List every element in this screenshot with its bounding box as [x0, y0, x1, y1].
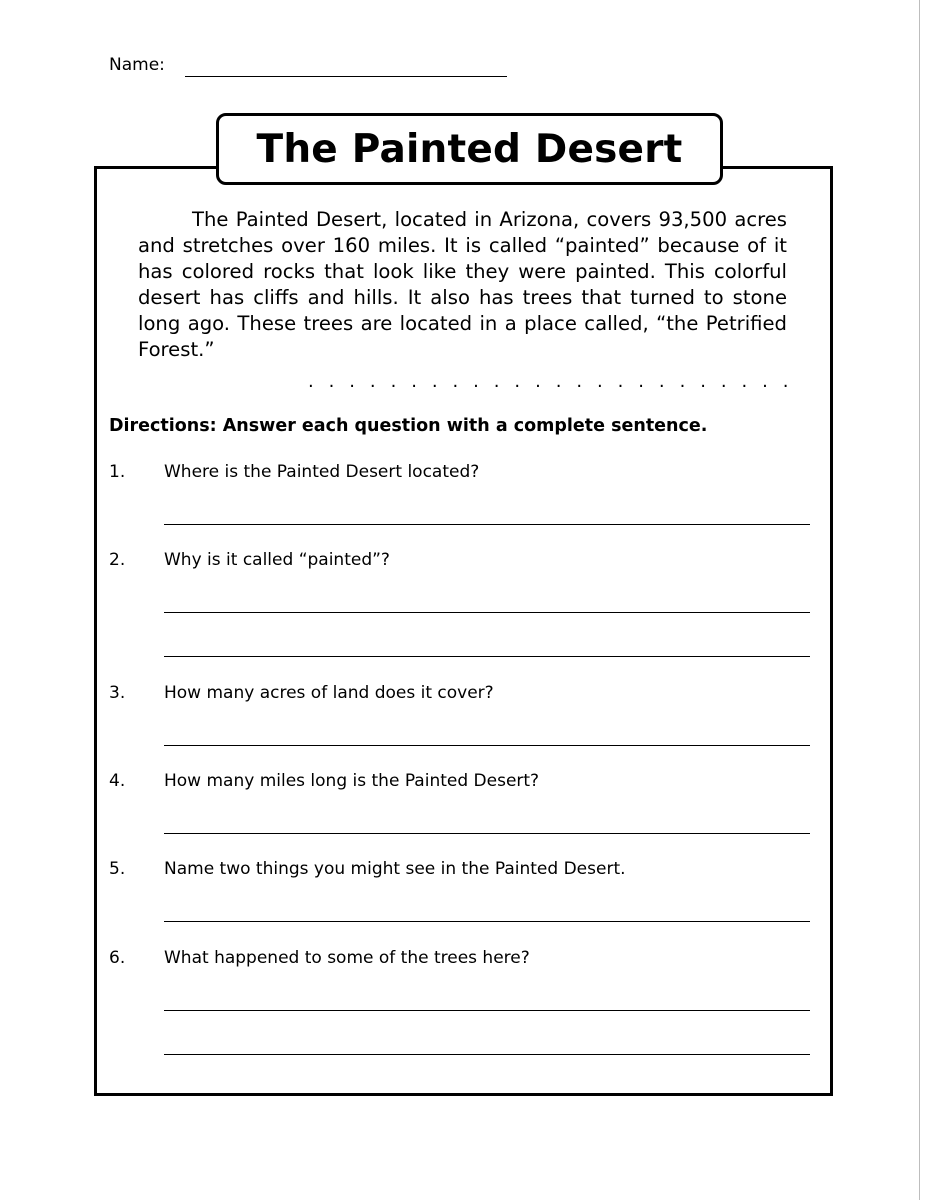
question-number: 2.: [109, 550, 126, 570]
page-edge-line: [919, 0, 920, 1200]
answer-line[interactable]: [164, 1054, 810, 1055]
question-number: 6.: [109, 948, 126, 968]
answer-line[interactable]: [164, 524, 810, 525]
reading-passage: The Painted Desert, located in Arizona, covers 93,500 acres and stretches over 160 miles. It is called “painted” because of it has colored rocks that look like they were painted. This colorful desert has cliffs and hills. It also has trees that turned to stone long ago. These trees are located in a place called, “the Petrified Forest.”: [138, 208, 787, 361]
directions-text: Directions: Answer each question with a complete sentence.: [109, 416, 708, 436]
question-text: Name two things you might see in the Painted Desert.: [164, 859, 626, 879]
name-label: Name:: [109, 55, 165, 75]
question-number: 4.: [109, 771, 126, 791]
dotted-separator: . . . . . . . . . . . . . . . . . . . . . . . .: [308, 371, 794, 392]
question-text: Where is the Painted Desert located?: [164, 462, 480, 482]
question-text: How many miles long is the Painted Desert?: [164, 771, 540, 791]
question-text: Why is it called “painted”?: [164, 550, 390, 570]
title-box: [216, 113, 723, 185]
question-number: 5.: [109, 859, 126, 879]
answer-line[interactable]: [164, 833, 810, 834]
question-number: 3.: [109, 683, 126, 703]
answer-line[interactable]: [164, 612, 810, 613]
question-text: How many acres of land does it cover?: [164, 683, 494, 703]
page-title: The Painted Desert: [256, 126, 683, 172]
name-write-line[interactable]: [185, 76, 507, 77]
answer-line[interactable]: [164, 921, 810, 922]
answer-line[interactable]: [164, 745, 810, 746]
question-number: 1.: [109, 462, 126, 482]
answer-line[interactable]: [164, 656, 810, 657]
answer-line[interactable]: [164, 1010, 810, 1011]
question-text: What happened to some of the trees here?: [164, 948, 530, 968]
